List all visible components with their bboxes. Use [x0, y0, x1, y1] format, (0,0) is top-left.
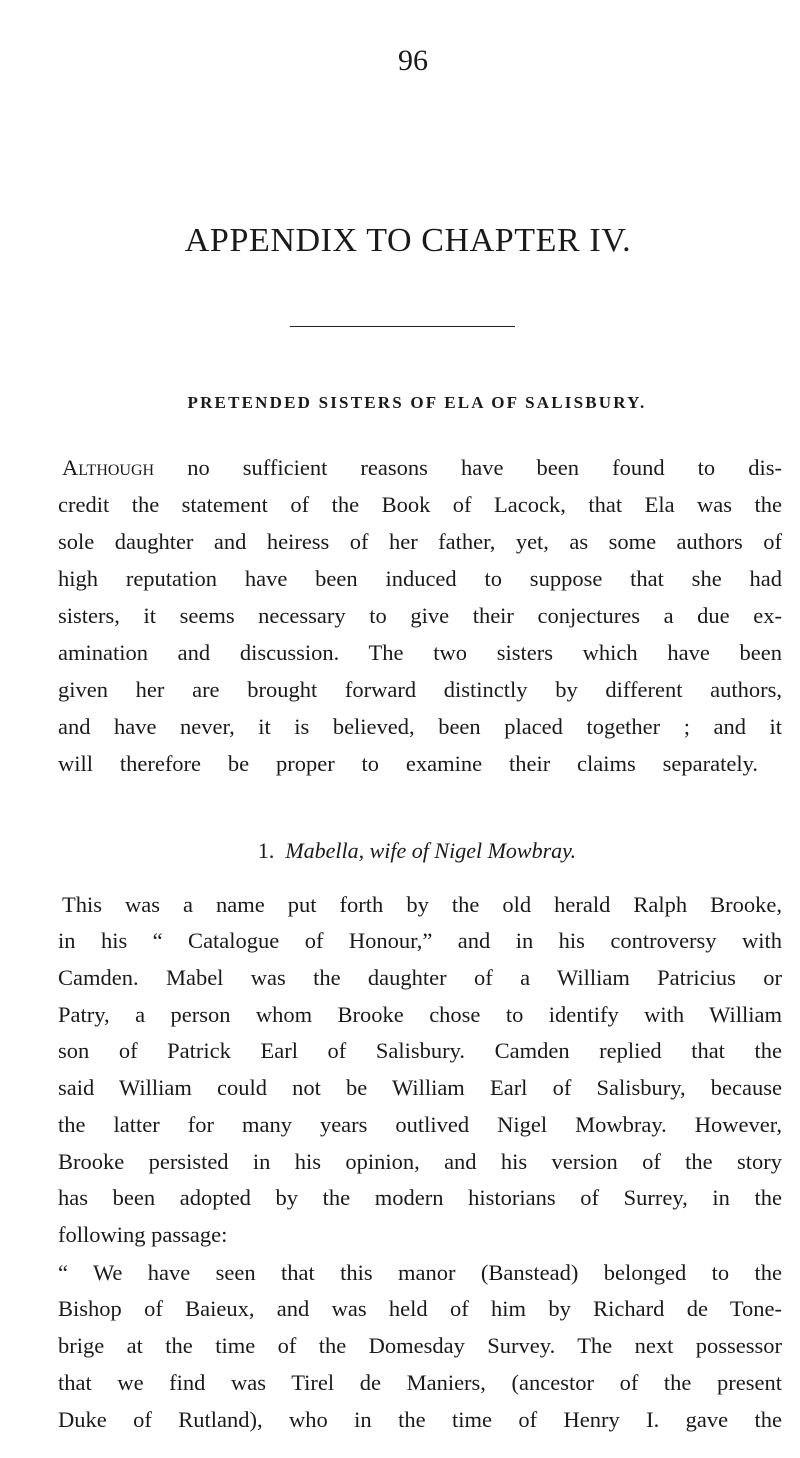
text-line: brige at the time of the Domesday Survey. The next possessor: [58, 1333, 782, 1358]
text-line: that we find was Tirel de Maniers, (ancestor of the present: [58, 1370, 782, 1395]
text-line: Although no sufficient reasons have been found to dis-: [62, 455, 782, 480]
section-subtitle: PRETENDED SISTERS OF ELA OF SALISBURY.: [187, 393, 647, 412]
section-number: 1.: [257, 838, 275, 863]
text-line: Bishop of Baieux, and was held of him by Richard de Tone-: [58, 1296, 782, 1321]
text-line: sisters, it seems necessary to give their conjectures a due ex-: [58, 603, 782, 628]
text-line: high reputation have been induced to suppose that she had: [58, 566, 782, 591]
text-line: amination and discussion. The two sisters which have been: [58, 640, 782, 665]
section-heading: [0, 838, 800, 864]
page-title: APPENDIX TO CHAPTER IV.: [184, 222, 632, 259]
text-line: given her are brought forward distinctly by different authors,: [58, 677, 782, 702]
section-title: Mabella, wife of Nigel Mowbray.: [285, 838, 577, 863]
text-line: said William could not be William Earl of Salisbury, because: [58, 1075, 782, 1100]
text-line: Patry, a person whom Brooke chose to identify with William: [58, 1002, 782, 1027]
text-line: Camden. Mabel was the daughter of a William Patricius or: [58, 965, 782, 990]
divider-rule: [290, 326, 515, 327]
text-line: following passage:: [58, 1222, 228, 1247]
text-line: This was a name put forth by the old herald Ralph Brooke,: [62, 892, 782, 917]
text-line: Duke of Rutland), who in the time of Henry I. gave the: [58, 1407, 782, 1432]
text-line: will therefore be proper to examine their claims separately.: [58, 751, 758, 776]
text-line: and have never, it is believed, been placed together ; and it: [58, 714, 782, 739]
text-line: Brooke persisted in his opinion, and his version of the story: [58, 1149, 782, 1174]
text-line: has been adopted by the modern historians of Surrey, in the: [58, 1185, 782, 1210]
text-line: credit the statement of the Book of Lacock, that Ela was the: [58, 492, 782, 517]
text-line: sole daughter and heiress of her father, yet, as some authors of: [58, 529, 782, 554]
text-line: “ We have seen that this manor (Banstead) belonged to the: [58, 1260, 782, 1285]
page-number: 96: [398, 44, 428, 77]
text-line: in his “ Catalogue of Honour,” and in his controversy with: [58, 928, 782, 953]
text-line: son of Patrick Earl of Salisbury. Camden replied that the: [58, 1038, 782, 1063]
drop-word: Although: [62, 455, 155, 480]
text-line: the latter for many years outlived Nigel Mowbray. However,: [58, 1112, 782, 1137]
